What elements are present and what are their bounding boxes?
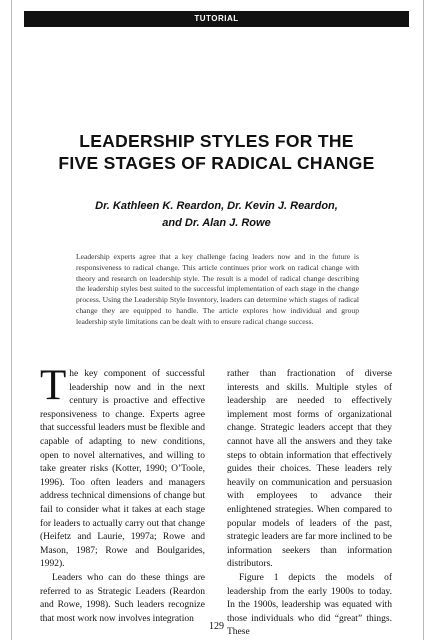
paragraph-text: he key component of successful leadership now and in the next century is proactive and effective responsiveness to change. Experts agree that successful leaders must be flexible and capable of adapting to new conditions, open to novel alternatives, and willing to take greater risks (Kotter, 1990; O’Toole, 1996). Too often leaders and managers address technical dimensions of change but fail to consider what it takes at each stage for leaders to actually carry out that change (Heifetz and Laurie, 1997a; Rowe and Mason, 1987; Rowe and Boulgarides, 1992). [40, 369, 205, 570]
body-paragraph: Leaders who can do these things are referred to as Strategic Leaders (Reardon and Rowe, 1998). Such leaders recognize that most work now involves integration [40, 572, 205, 624]
article-title [24, 130, 409, 174]
article-abstract: Leadership experts agree that a key challenge facing leaders now and in the future is responsiveness to radical change. This article continues prior work on radical change with theory and research on leadership style. The result is a model of radical change describing the leadership styles best suited to the successful implementation of each stage in the change process. Using the Leadership Style Inventory, leaders can determine which stages of radical change they are equipped to handle. The article explores how individual and group leadership style limitations can be dealt with to ensure radical change success. [76, 252, 359, 326]
body-paragraph: Figure 1 depicts the models of leadership from the early 1900s to today. In the 1900s, leadership was equated with those individuals who did “great” things. These [227, 572, 392, 638]
authors-line-1: Dr. Kathleen K. Reardon, Dr. Kevin J. Reardon, [95, 200, 338, 212]
body-column-left [40, 362, 205, 626]
title-line-1: LEADERSHIP STYLES FOR THE [79, 131, 354, 151]
drop-cap: T [40, 362, 67, 409]
title-line-2: FIVE STAGES OF RADICAL CHANGE [58, 153, 375, 173]
authors-line-2: and Dr. Alan J. Rowe [162, 217, 271, 229]
body-paragraph: rather than fractionation of diverse interests and skills. Multiple styles of leadership are needed to effectively implement most forms of organizational change. Strategic leaders accept that they cannot have all the answers and they take steps to obtain information that effectively guides their choices. These leaders rely heavily on communication and persuasion with employees to advance their enlightened strategies. When compared to popular models of leaders of the past, strategic leaders are far more inclined to be information seekers than information distributors. [227, 369, 392, 570]
article-authors [24, 198, 409, 232]
body-paragraph [40, 362, 205, 572]
page-number: 129 [209, 621, 224, 632]
body-column-right [227, 368, 392, 640]
section-label: TUTORIAL [24, 11, 409, 27]
